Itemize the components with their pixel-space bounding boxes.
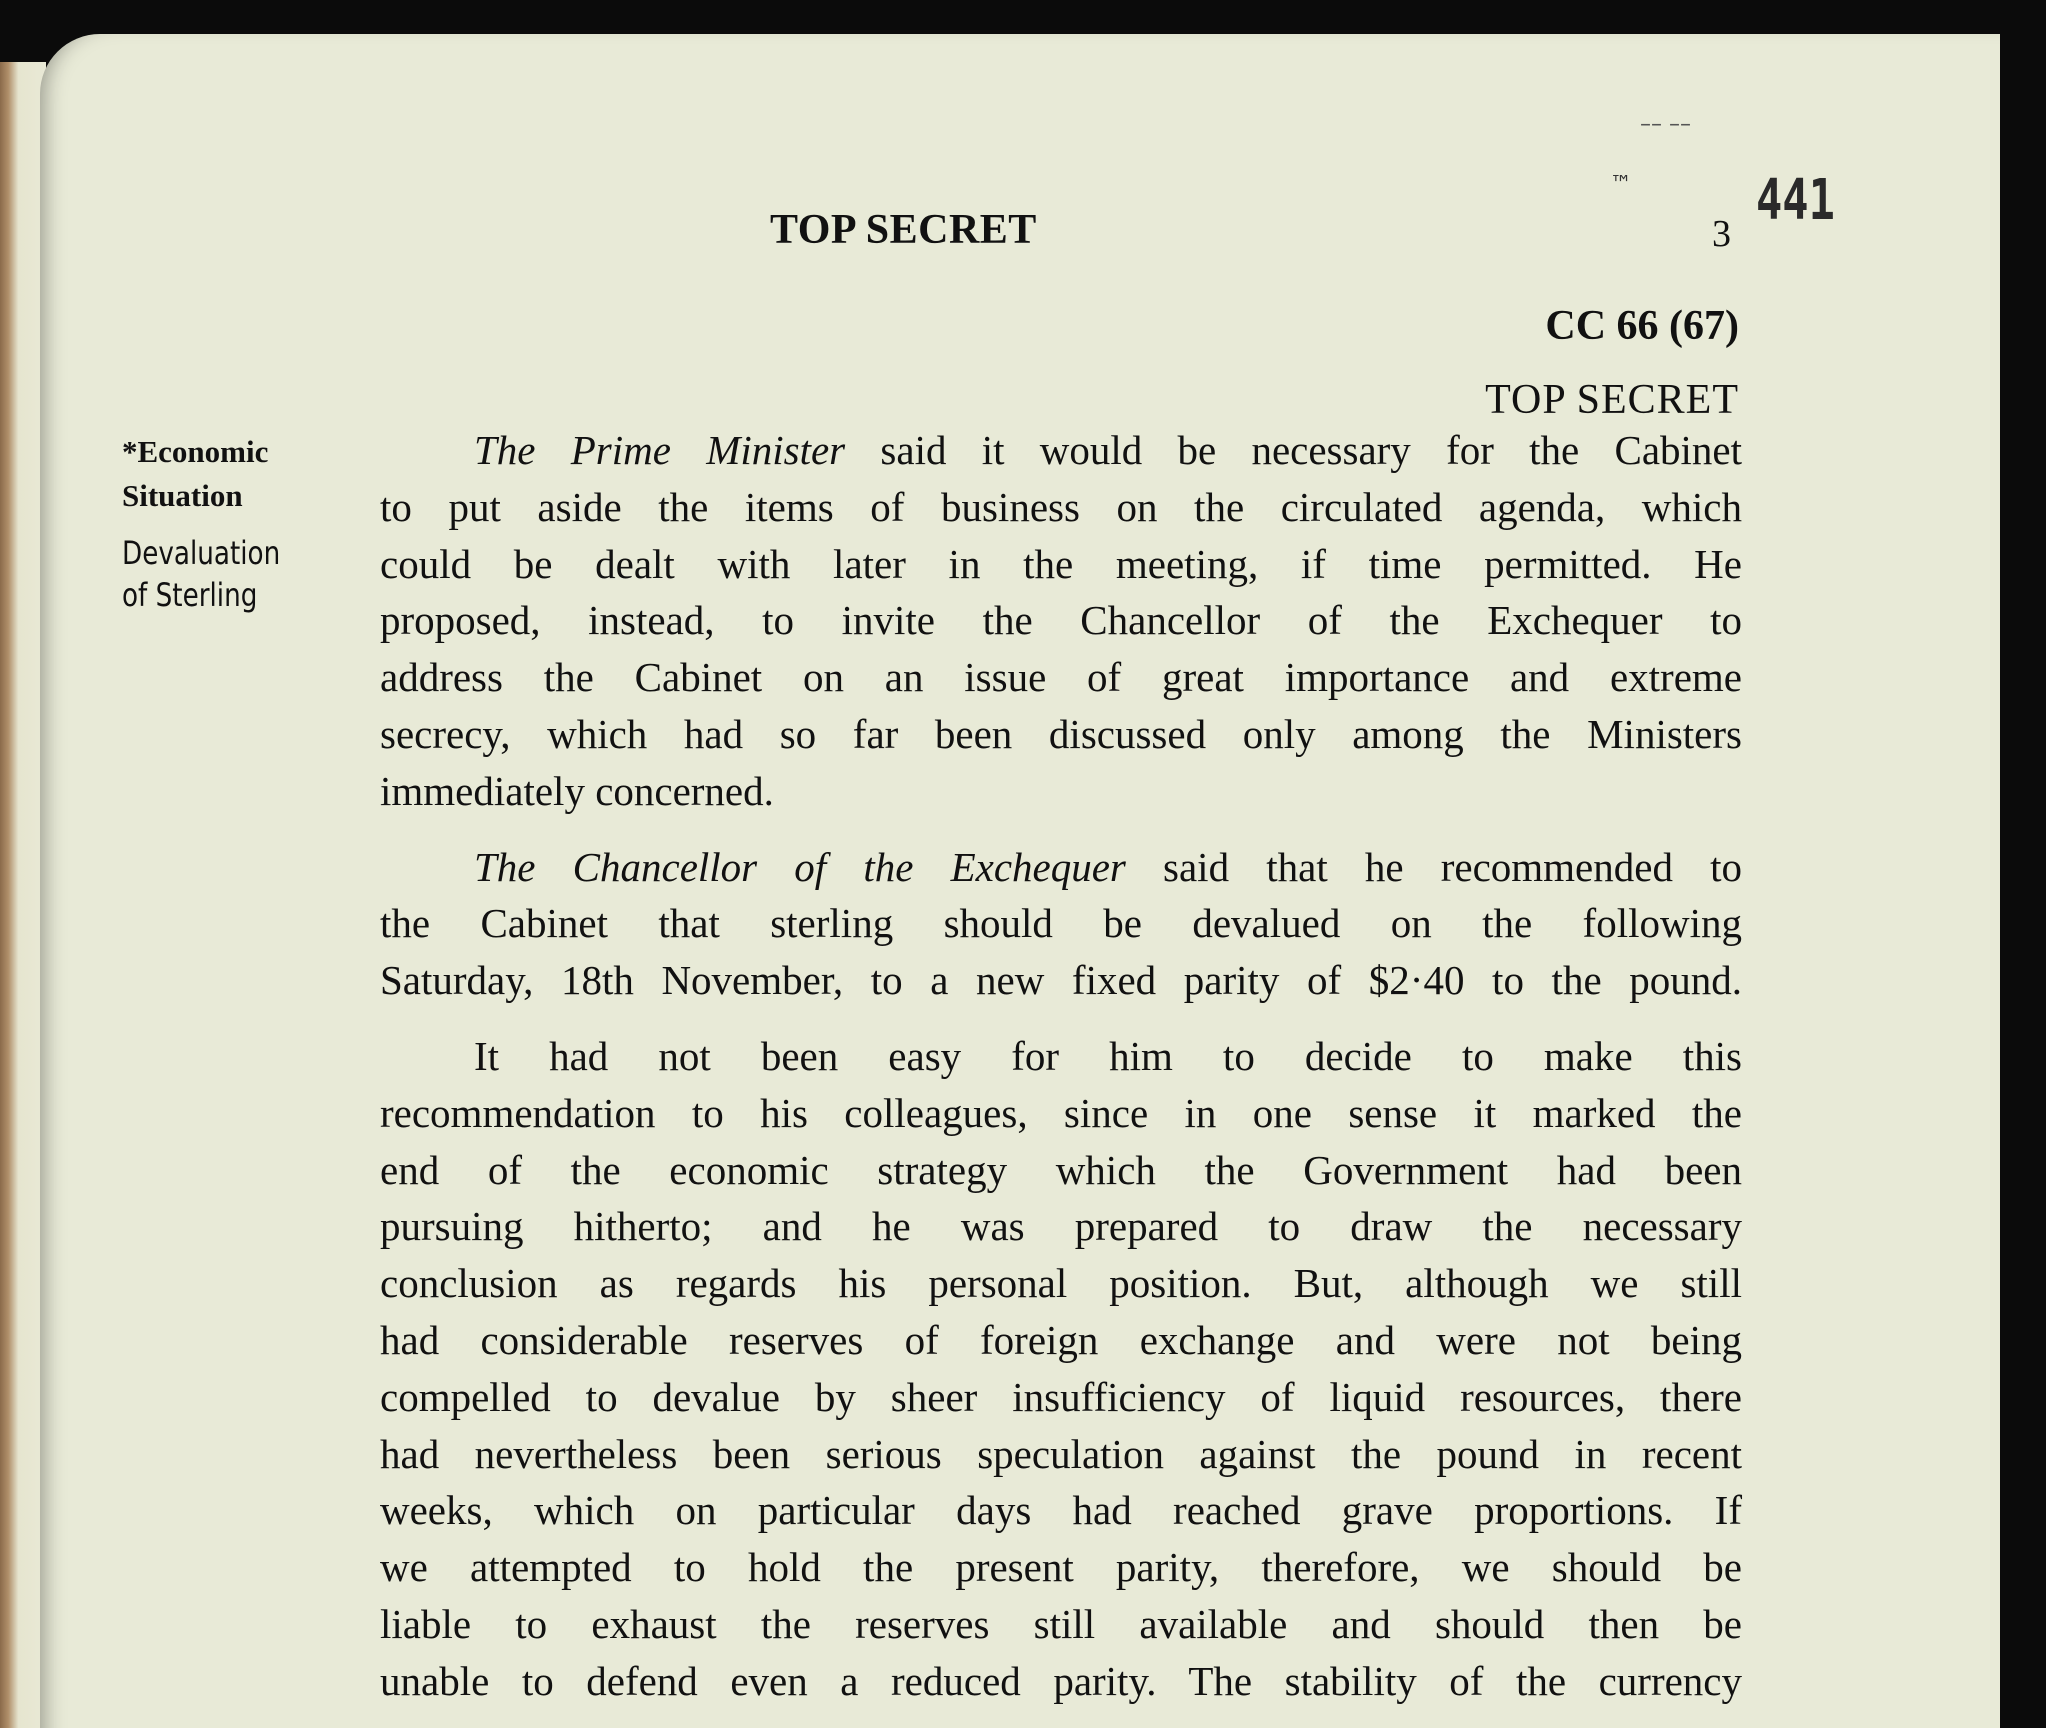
dash-mark: –– –– bbox=[1640, 112, 1691, 137]
margin-notes bbox=[122, 430, 322, 616]
paragraph-line: It had not been easy for him to decide to make this bbox=[474, 1032, 1742, 1079]
speaker-name: The Chancellor of the Exchequer bbox=[474, 843, 1126, 890]
line-text: said that he recommended to bbox=[1125, 843, 1742, 890]
paragraph-line bbox=[380, 422, 1742, 479]
paragraph-chancellor bbox=[380, 839, 1742, 1009]
margin-subheading bbox=[122, 532, 286, 616]
paragraph-line: could be dealt with later in the meeting, if time permitted. He bbox=[380, 540, 1742, 587]
margin-sub-line-1: Devaluation bbox=[122, 534, 281, 572]
paragraph-recommendation bbox=[380, 1028, 1742, 1710]
margin-sub-line-2: of Sterling bbox=[122, 576, 258, 614]
paragraph-line: proposed, instead, to invite the Chancellor of the Exchequer to bbox=[380, 597, 1742, 644]
paragraph-line: address the Cabinet on an issue of great importance and extreme bbox=[380, 654, 1742, 701]
line-text: said it would be necessary for the Cabinet bbox=[845, 427, 1742, 473]
paragraph-line: conclusion as regards his personal position. But, although we still bbox=[380, 1260, 1742, 1307]
paragraph-line: unable to defend even a reduced parity. The stability of the currency bbox=[380, 1657, 1742, 1704]
paragraph-line: pursuing hitherto; and he was prepared to draw the necessary bbox=[380, 1203, 1742, 1250]
paragraph-line: immediately concerned. bbox=[380, 767, 774, 814]
cabinet-conclusion-reference: CC 66 (67) bbox=[1545, 303, 1739, 349]
paragraph-line: end of the economic strategy which the Government had been bbox=[380, 1146, 1742, 1193]
paragraph-line: had nevertheless been serious speculation against the pound in recent bbox=[380, 1430, 1742, 1477]
minutes-body bbox=[380, 422, 1742, 1710]
stamped-folio-number: 441 bbox=[1756, 168, 1835, 233]
paragraph-line: Saturday, 18th November, to a new fixed parity of $2·40 to the pound. bbox=[380, 957, 1742, 1004]
paragraph-line: recommendation to his colleagues, since in one sense it marked the bbox=[380, 1089, 1742, 1136]
page-number: 3 bbox=[1712, 213, 1731, 255]
classification-subheader: TOP SECRET bbox=[1485, 377, 1739, 423]
margin-heading bbox=[122, 430, 322, 518]
paragraph-line: compelled to devalue by sheer insufficiency of liquid resources, there bbox=[380, 1373, 1742, 1420]
paragraph-line: the Cabinet that sterling should be devalued on the following bbox=[380, 900, 1742, 947]
margin-heading-line-1: *Economic bbox=[122, 434, 269, 469]
paragraph-line: had considerable reserves of foreign exchange and were not being bbox=[380, 1316, 1742, 1363]
paragraph-line: to put aside the items of business on the circulated agenda, which bbox=[380, 483, 1742, 530]
paragraph-line: we attempted to hold the present parity, therefore, we should be bbox=[380, 1544, 1742, 1591]
paragraph-prime-minister bbox=[380, 422, 1742, 820]
paragraph-line: weeks, which on particular days had reached grave proportions. If bbox=[380, 1487, 1742, 1534]
paragraph-line: liable to exhaust the reserves still available and should then be bbox=[380, 1600, 1742, 1647]
classification-header: TOP SECRET bbox=[770, 207, 1037, 253]
margin-heading-line-2: Situation bbox=[122, 478, 243, 513]
stamp-mark: ™ bbox=[1610, 172, 1632, 197]
paragraph-line bbox=[380, 839, 1742, 896]
speaker-name: The Prime Minister bbox=[474, 427, 846, 473]
paragraph-line: secrecy, which had so far been discussed only among the Ministers bbox=[380, 710, 1742, 757]
